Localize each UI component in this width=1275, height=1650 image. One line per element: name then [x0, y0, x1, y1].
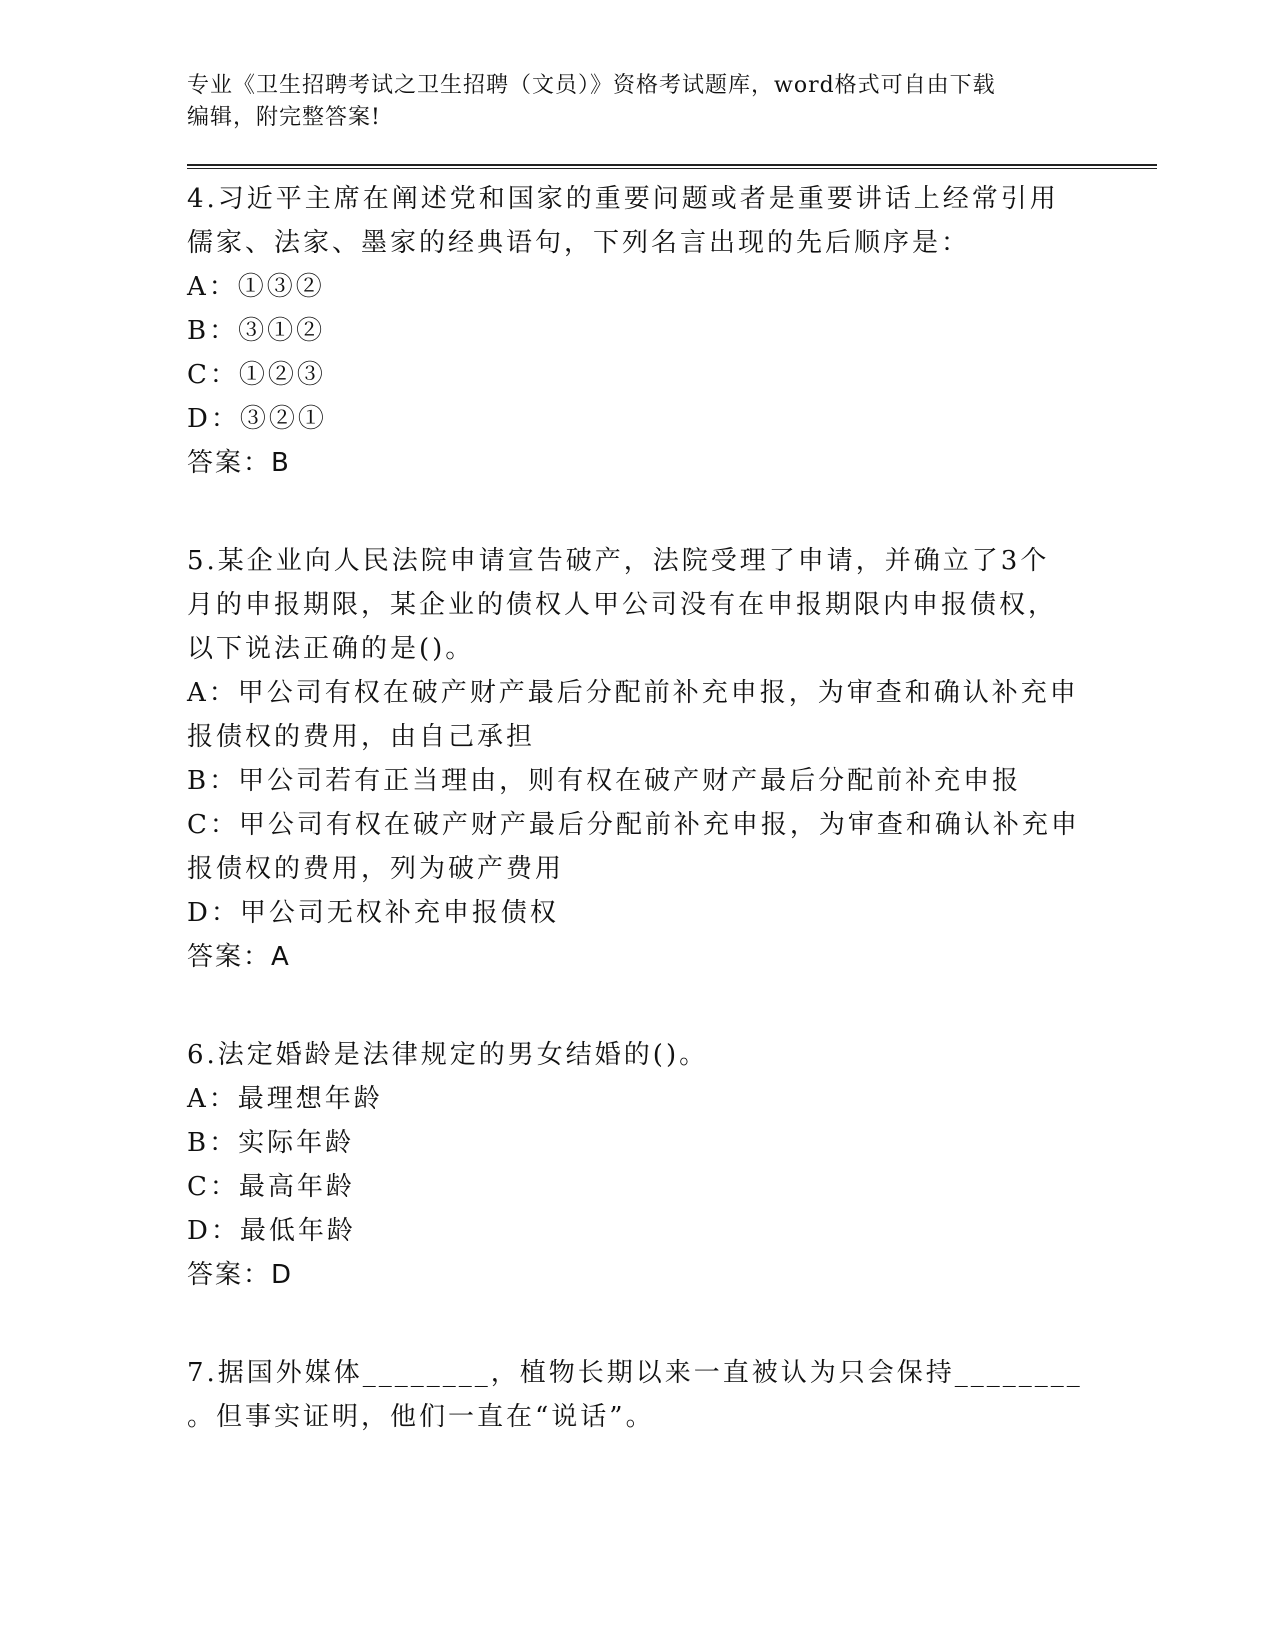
option-line: A：最理想年龄 [187, 1084, 383, 1114]
option-line: D：甲公司无权补充申报债权 [187, 898, 559, 928]
answer-line: 答案：B [187, 448, 291, 478]
header-divider [187, 164, 1157, 169]
question-stem-line: 5.某企业向人民法院申请宣告破产，法院受理了申请，并确立了3个 [187, 546, 1050, 576]
answer-line: 答案：A [187, 942, 291, 972]
answer-line: 答案：D [187, 1260, 294, 1290]
option-line: A：①③② [187, 272, 325, 302]
option-line: D：最低年龄 [187, 1216, 356, 1246]
question-list [187, 177, 1083, 1439]
option-line: C：甲公司有权在破产财产最后分配前补充申报，为审查和确认补充申 [187, 810, 1080, 840]
document-page [187, 70, 1083, 1439]
option-line: B：实际年龄 [187, 1128, 355, 1158]
header-line-1: 专业《卫生招聘考试之卫生招聘（文员）》资格考试题库，word格式可自由下载 [187, 73, 996, 98]
question-stem-line: 6.法定婚龄是法律规定的男女结婚的()。 [187, 1040, 709, 1070]
option-line: 报债权的费用，由自己承担 [187, 722, 536, 752]
question-block [187, 177, 1067, 485]
question-stem-line: 月的申报期限，某企业的债权人甲公司没有在申报期限内申报债权， [187, 590, 1058, 620]
option-line: D：③②① [187, 404, 327, 434]
question-gap [187, 485, 1067, 531]
header-line-2: 编辑，附完整答案! [187, 105, 381, 130]
question-block [187, 1351, 1083, 1439]
question-stem-line: 儒家、法家、墨家的经典语句，下列名言出现的先后顺序是： [187, 228, 971, 258]
question-gap [187, 979, 1067, 1025]
option-line: B：③①② [187, 316, 326, 346]
question-stem-line: 以下说法正确的是()。 [187, 634, 475, 664]
option-line: C：①②③ [187, 360, 326, 390]
question-stem-line: 7.据国外媒体________，植物长期以来一直被认为只会保持________ [187, 1358, 1083, 1388]
question-stem-line: 。但事实证明，他们一直在“说话”。 [187, 1402, 655, 1432]
question-gap [187, 1297, 1067, 1343]
option-line: B：甲公司若有正当理由，则有权在破产财产最后分配前补充申报 [187, 766, 1022, 796]
question-block [187, 1033, 1067, 1297]
option-line: C：最高年龄 [187, 1172, 355, 1202]
option-line: A：甲公司有权在破产财产最后分配前补充申报，为审查和确认补充申 [187, 678, 1079, 708]
question-block [187, 539, 1080, 979]
question-stem-line: 4.习近平主席在阐述党和国家的重要问题或者是重要讲话上经常引用 [187, 184, 1059, 214]
option-line: 报债权的费用，列为破产费用 [187, 854, 565, 884]
